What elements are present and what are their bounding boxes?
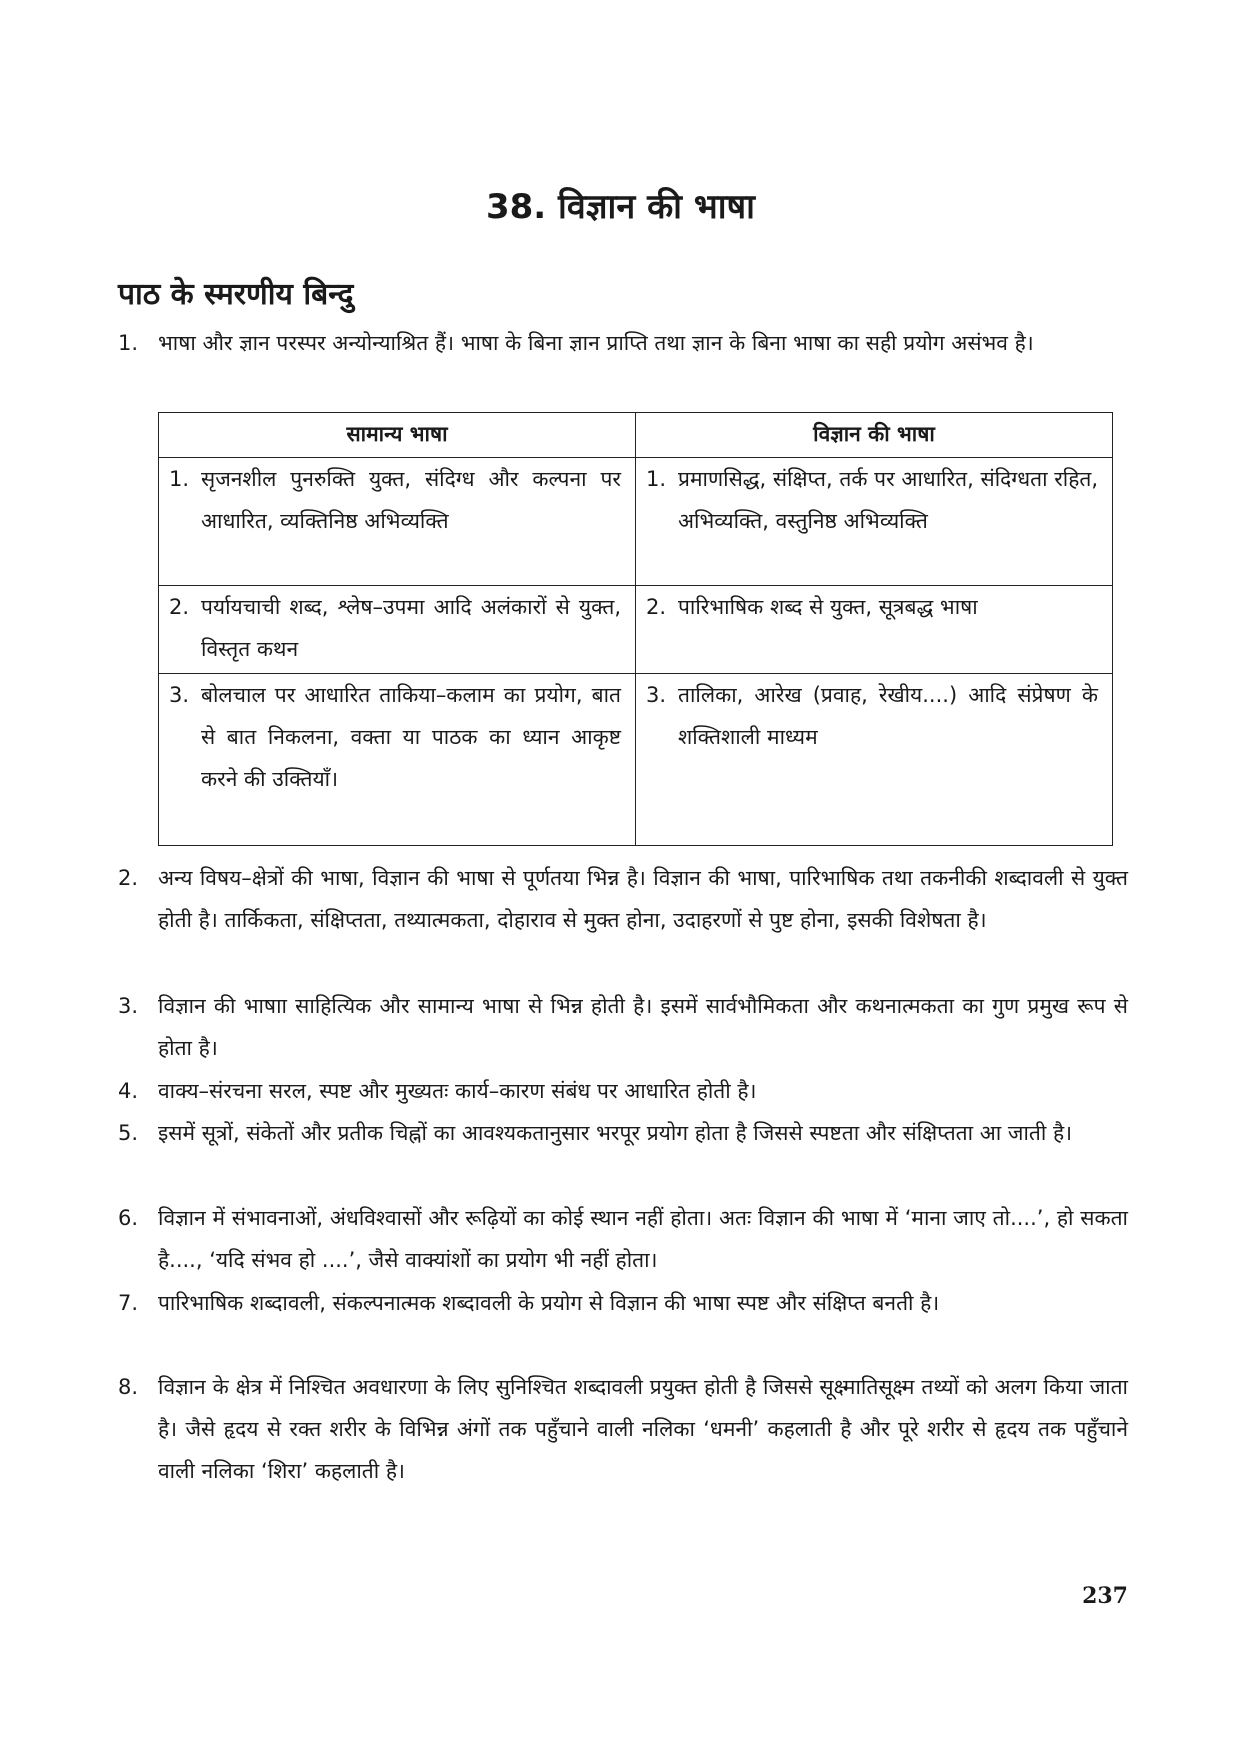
item-number: 6. xyxy=(118,1206,139,1230)
list-item xyxy=(118,322,1128,364)
list-item xyxy=(118,1070,1128,1112)
list-item xyxy=(118,985,1128,1069)
item-text: पारिभाषिक शब्दावली, संकल्पनात्मक शब्दावली के प्रयोग से विज्ञान की भाषा स्पष्ट और संक्षिप्त बनती है। xyxy=(158,1291,940,1315)
table-cell xyxy=(159,458,636,586)
cell-text: सृजनशील पुनरुक्ति युक्त, संदिग्ध और कल्पना पर आधारित, व्यक्तिनिष्ठ अभिव्यक्ति xyxy=(201,467,621,533)
item-number: 8. xyxy=(118,1375,139,1399)
table-cell xyxy=(159,586,636,674)
table-cell xyxy=(159,674,636,846)
section-heading: पाठ के स्मरणीय बिन्दु xyxy=(118,277,354,312)
item-number: 3. xyxy=(118,994,139,1018)
table-cell xyxy=(636,458,1113,586)
page-number: 237 xyxy=(1082,1583,1128,1609)
cell-number: 3. xyxy=(169,683,190,707)
item-text: वाक्य–संरचना सरल, स्पष्ट और मुख्यतः कार्य–कारण संबंध पर आधारित होती है। xyxy=(158,1079,757,1103)
item-text: विज्ञान में संभावनाओं, अंधविश्वासों और रूढ़ियों का कोई स्थान नहीं होता। अतः विज्ञान की भाषा में ‘माना जाए तो....’, हो सकता है...., ‘यदि संभव हो ....’, जैसे वाक्यांशों का प्रयोग भी नहीं होता। xyxy=(158,1206,1128,1272)
cell-text: तालिका, आरेख (प्रवाह, रेखीय....) आदि संप्रेषण के शक्तिशाली माध्यम xyxy=(678,683,1098,749)
table-cell xyxy=(636,674,1113,846)
cell-text: पारिभाषिक शब्द से युक्त, सूत्रबद्ध भाषा xyxy=(678,595,978,619)
page-title: 38. विज्ञान की भाषा xyxy=(485,187,755,227)
list-item xyxy=(118,857,1128,941)
comparison-table xyxy=(158,412,1113,846)
list-item xyxy=(118,1197,1128,1281)
item-text: भाषा और ज्ञान परस्पर अन्योन्याश्रित हैं। भाषा के बिना ज्ञान प्राप्ति तथा ज्ञान के बिना भाषा का सही प्रयोग असंभव है। xyxy=(158,331,1034,355)
item-text: अन्य विषय–क्षेत्रों की भाषा, विज्ञान की भाषा से पूर्णतया भिन्न है। विज्ञान की भाषा, पारिभाषिक तथा तकनीकी शब्दावली से युक्त होती है। तार्किकता, संक्षिप्तता, तथ्यात्मकता, दोहाराव से मुक्त होना, उदाहरणों से पुष्ट होना, इसकी विशेषता है। xyxy=(158,866,1128,932)
cell-text: पर्यायचाची शब्द, श्लेष–उपमा आदि अलंकारों से युक्त, विस्तृत कथन xyxy=(201,595,621,661)
column-header: विज्ञान की भाषा xyxy=(636,413,1113,458)
table-row xyxy=(159,458,1113,586)
column-header: सामान्य भाषा xyxy=(159,413,636,458)
item-text: विज्ञान की भाषाा साहित्यिक और सामान्य भाषा से भिन्न होती है। इसमें सार्वभौमिकता और कथनात्मकता का गुण प्रमुख रूप से होता है। xyxy=(158,994,1128,1060)
item-number: 2. xyxy=(118,866,139,890)
list-item xyxy=(118,1366,1128,1492)
table-row xyxy=(159,586,1113,674)
item-number: 5. xyxy=(118,1121,139,1145)
item-number: 1. xyxy=(118,331,139,355)
cell-number: 2. xyxy=(646,595,667,619)
list-item xyxy=(118,1112,1128,1154)
table-row xyxy=(159,674,1113,846)
cell-number: 2. xyxy=(169,595,190,619)
cell-number: 1. xyxy=(169,467,190,491)
item-text: इसमें सूत्रों, संकेतों और प्रतीक चिह्नों का आवश्यकतानुसार भरपूर प्रयोग होता है जिससे स्पष्टता और संक्षिप्तता आ जाती है। xyxy=(158,1121,1073,1145)
cell-number: 3. xyxy=(646,683,667,707)
item-number: 4. xyxy=(118,1079,139,1103)
list-item xyxy=(118,1282,1128,1324)
table-header-row xyxy=(159,413,1113,458)
cell-text: प्रमाणसिद्ध, संक्षिप्त, तर्क पर आधारित, संदिग्धता रहित, अभिव्यक्ति, वस्तुनिष्ठ अभिव्यक्ति xyxy=(678,467,1099,533)
table-cell xyxy=(636,586,1113,674)
cell-text: बोलचाल पर आधारित ताकिया–कलाम का प्रयोग, बात से बात निकलना, वक्ता या पाठक का ध्यान आकृष्ट करने की उक्तियाँ। xyxy=(201,683,621,791)
item-text: विज्ञान के क्षेत्र में निश्चित अवधारणा के लिए सुनिश्चित शब्दावली प्रयुक्त होती है जिससे सूक्ष्मातिसूक्ष्म तथ्यों को अलग किया जाता है। जैसे हृदय से रक्त शरीर के विभिन्न अंगों तक पहुँचाने वाली नलिका ‘धमनी’ कहलाती है और पूरे शरीर से हृदय तक पहुँचाने वाली नलिका ‘शिरा’ कहलाती है। xyxy=(158,1375,1128,1483)
cell-number: 1. xyxy=(646,467,667,491)
item-number: 7. xyxy=(118,1291,139,1315)
